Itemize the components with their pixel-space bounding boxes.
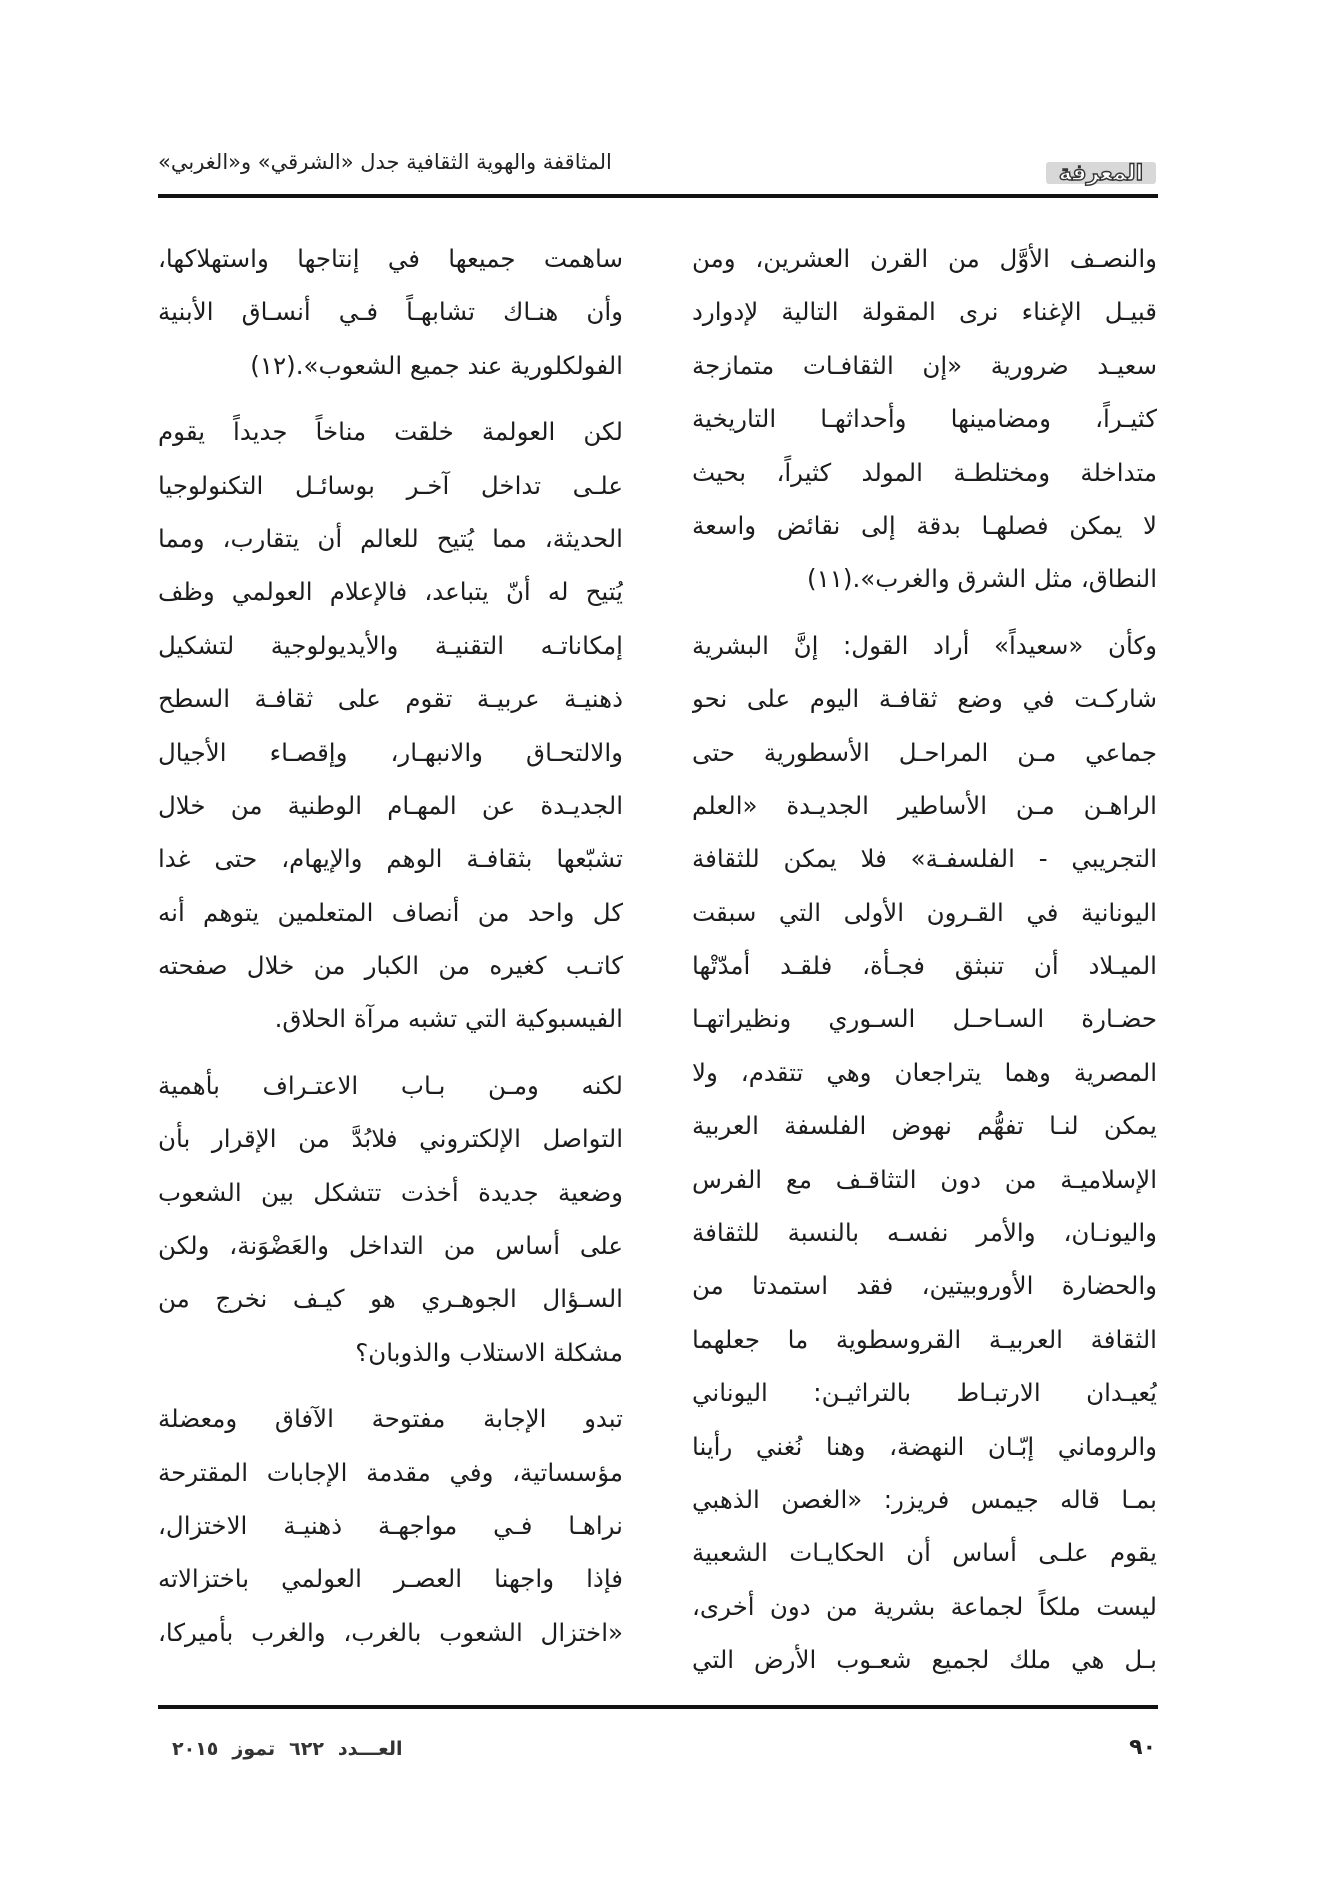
paragraph-gap <box>158 1379 623 1392</box>
issue-number: ٦٢٢ <box>289 1738 324 1760</box>
text-line: إمكاناتـه التقنيـة والأيديولوجية لتشكيل <box>158 630 623 660</box>
paragraph-gap <box>158 392 623 405</box>
text-line: النطاق، مثل الشرق والغرب».(١١) <box>807 564 1157 594</box>
text-line: «اختزال الشعوب بالغرب، والغرب بأميركا، <box>158 1617 623 1647</box>
text-line: مشكلة الاستلاب والذوبان؟ <box>355 1337 623 1367</box>
text-line: يُتيح له أنّ يتباعد، فالإعلام العولمي وظف <box>158 577 623 607</box>
text-line: نراهـا فـي مواجهـة ذهنيـة الاختزال، <box>158 1510 623 1540</box>
text-line: واليونـان، والأمر نفسـه بالنسبة للثقافة <box>692 1218 1157 1248</box>
text-line: والروماني إبّـان النهضة، وهنا نُغني رأينا <box>692 1431 1157 1461</box>
text-line: الفولكلورية عند جميع الشعوب».(١٢) <box>250 350 623 380</box>
text-line: لكن العولمة خلقت مناخاً جديداً يقوم <box>158 417 623 447</box>
right-column <box>692 232 1157 1687</box>
text-line: الحديثة، مما يُتيح للعالم أن يتقارب، ومما <box>158 523 623 553</box>
text-line: على أساس من التداخل والعَضْوَنة، ولكن <box>158 1231 623 1261</box>
issue-month: تموز <box>232 1738 276 1760</box>
magazine-logo <box>1046 150 1156 190</box>
running-title <box>158 150 958 174</box>
page-number: ٩٠ <box>1129 1735 1156 1760</box>
left-column <box>158 232 623 1659</box>
text-line: الفيسبوكية التي تشبه مرآة الحلاق. <box>274 1004 623 1034</box>
paragraph-gap <box>692 606 1157 619</box>
text-line: قبيـل الإغناء نرى المقولة التالية لإدوارد <box>692 297 1157 327</box>
text-line: الإسلاميـة من دون التثاقـف مع الفرس <box>692 1164 1157 1194</box>
text-line: جماعي مـن المراحـل الأسطورية حتى <box>692 737 1157 767</box>
text-line: يقوم علـى أساس أن الحكايـات الشعبية <box>692 1538 1157 1568</box>
text-line: ليست ملكاً لجماعة بشرية من دون أخرى، <box>692 1591 1157 1621</box>
text-line: التواصل الإلكتروني فلابُدَّ من الإقرار بأن <box>158 1124 623 1154</box>
text-line: السـؤال الجوهـري هو كيـف نخرج من <box>158 1284 623 1314</box>
text-line: الراهـن مـن الأساطير الجديـدة «العلم <box>692 790 1157 820</box>
text-line: ساهمت جميعها في إنتاجها واستهلاكها، <box>158 244 623 273</box>
svg-text:المعرفة: المعرفة <box>1058 161 1144 186</box>
text-line: حضـارة السـاحـل السـوري ونظيراتهـا <box>692 1004 1157 1034</box>
text-line: والنصـف الأوَّل من القرن العشرين، ومن <box>692 244 1157 273</box>
issue-info <box>158 1738 403 1760</box>
text-line: وضعية جديدة أخذت تتشكل بين الشعوب <box>158 1177 623 1207</box>
text-line: شاركـت في وضع ثقافـة اليوم على نحو <box>692 684 1157 714</box>
text-line: تبدو الإجابة مفتوحة الآفاق ومعضلة <box>158 1404 623 1434</box>
text-line: كثيـراً، ومضامينها وأحداثهـا التاريخية <box>692 404 1157 434</box>
text-line: وأن هنـاك تشابهـاً فـي أنسـاق الأبنية <box>158 297 623 327</box>
text-line: لكنه ومـن بـاب الاعتـراف بأهمية <box>158 1070 623 1100</box>
text-line: مؤسساتية، وفي مقدمة الإجابات المقترحة <box>158 1457 623 1487</box>
text-line: بـل هي ملك لجميع شعـوب الأرض التي <box>692 1645 1157 1675</box>
issue-year: ٢٠١٥ <box>172 1738 219 1760</box>
text-line: لا يمكن فصلهـا بدقة إلى نقائض واسعة <box>692 510 1157 540</box>
text-line: يمكن لنـا تفهُّم نهوض الفلسفة العربية <box>692 1111 1157 1141</box>
text-line: الثقافة العربيـة القروسطوية ما جعلهما <box>692 1324 1157 1354</box>
text-line: المصرية وهما يتراجعان وهي تتقدم، ولا <box>692 1057 1157 1087</box>
header-rule <box>158 194 1158 198</box>
text-line: بمـا قاله جيمس فريزر: «الغصن الذهبي <box>692 1484 1157 1514</box>
text-line: علـى تداخل آخـر بوسائـل التكنولوجيا <box>158 470 623 500</box>
text-line: تشبّعها بثقافـة الوهم والإيهام، حتى غدا <box>158 844 623 874</box>
text-line: اليونانية في القـرون الأولى التي سبقت <box>692 897 1157 927</box>
text-line: الجديـدة عن المهـام الوطنية من خلال <box>158 790 623 820</box>
text-line: ذهنيـة عربيـة تقوم على ثقافـة السطح <box>158 684 623 714</box>
text-line: كل واحد من أنصاف المتعلمين يتوهم أنه <box>158 897 623 927</box>
text-line: التجريبي - الفلسفـة» فلا يمكن للثقافة <box>692 844 1157 874</box>
logo-mark-icon <box>1046 152 1156 188</box>
text-line: الميـلاد أن تنبثق فجـأة، فلقـد أمدّتْها <box>692 951 1157 981</box>
running-title-text: المثاقفة والهوية الثقافية جدل «الشرقي» و«الغربي» <box>158 150 612 174</box>
text-line: والحضارة الأوروبيتين، فقد استمدتا من <box>692 1271 1157 1301</box>
text-line: سعيـد ضرورية «إن الثقافـات متمازجة <box>692 350 1157 380</box>
issue-label: العـــدد <box>337 1738 403 1760</box>
text-line: متداخلة ومختلطـة المولد كثيراً، بحيث <box>692 457 1157 487</box>
text-line: والالتحـاق والانبهـار، وإقصـاء الأجيال <box>158 737 623 767</box>
text-line: يُعيـدان الارتبـاط بالتراثيـن: اليوناني <box>692 1378 1157 1408</box>
footer-rule <box>158 1705 1158 1709</box>
text-line: وكأن «سعيداً» أراد القول: إنَّ البشرية <box>692 630 1157 660</box>
paragraph-gap <box>158 1046 623 1059</box>
text-line: فإذا واجهنا العصـر العولمي باختزالاته <box>158 1564 623 1594</box>
text-line: كاتـب كغيره من الكبار من خلال صفحته <box>158 951 623 981</box>
